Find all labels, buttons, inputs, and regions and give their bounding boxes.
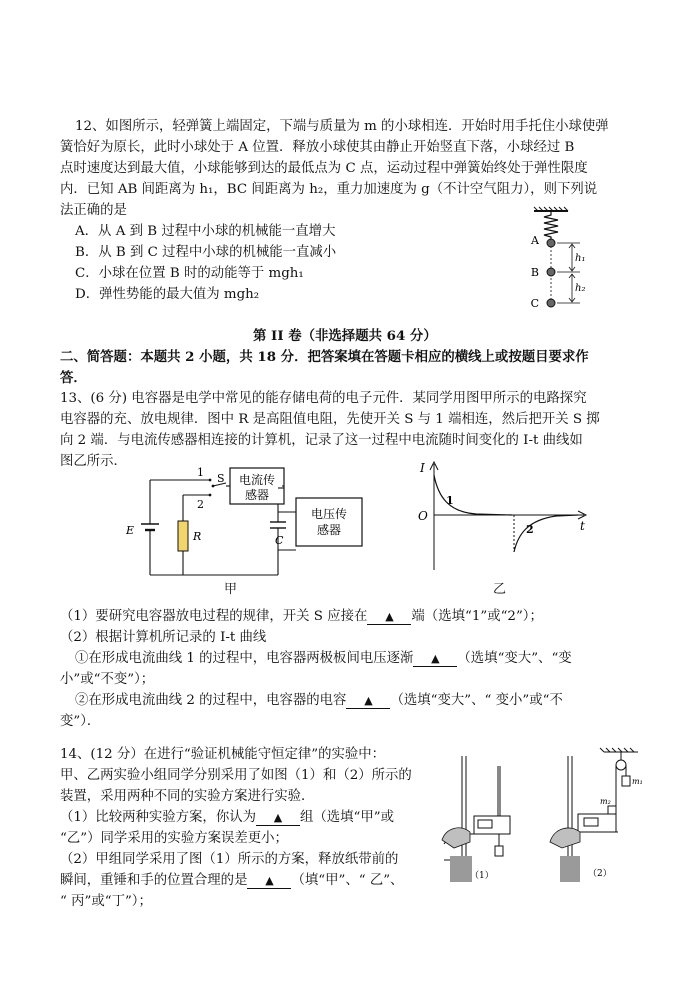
switch-pivot bbox=[212, 485, 215, 488]
fig2-m1-label: m₁ bbox=[632, 777, 643, 786]
switch-label: S bbox=[217, 472, 225, 485]
q13-blank-3[interactable]: ▲ bbox=[346, 694, 390, 709]
terminal-2-label: 2 bbox=[197, 498, 204, 511]
ball-a bbox=[547, 239, 555, 247]
apparatus-figure-1 bbox=[440, 752, 535, 882]
q13-line-4: 图乙所示． bbox=[60, 454, 127, 469]
q12-option-c: C．小球在位置 B 时的动能等于 mgh₁ bbox=[75, 266, 304, 281]
current-sensor-text-1: 电流传 bbox=[238, 473, 276, 487]
q14-blank-2[interactable]: ▲ bbox=[247, 874, 291, 889]
q14-line-2: 甲、乙两实验小组同学分别采用了如图（1）和（2）所示的 bbox=[60, 768, 412, 783]
ball-c bbox=[547, 299, 555, 307]
q12-line-5: 法正确的是 bbox=[60, 203, 127, 218]
resistor-label: R bbox=[193, 530, 202, 543]
q13-sub-2: （2）根据计算机所记录的 I-t 曲线 bbox=[60, 630, 267, 645]
q13-sub-2-1-cont: 小”或“不变”）； bbox=[60, 672, 155, 687]
q13-line-3: 向 2 端．与电流传感器相连接的计算机，记录了这一过程中电流随时间变化的 I-t 曲线如 bbox=[60, 433, 583, 448]
q12-option-d: D．弹性势能的最大值为 mgh₂ bbox=[75, 287, 260, 302]
section-header-line-1: 二、简答题：本题共 2 小题，共 18 分．把答案填在答题卡相应的横线上或按题目要求作 bbox=[60, 349, 589, 365]
terminal-1-label: 1 bbox=[197, 466, 204, 479]
q13-sub-2-1: ①在形成电流曲线 1 的过程中，电容器两极板间电压逐渐 ▲ （选填“变大”、“变 bbox=[75, 651, 572, 666]
q13-sub-1: （1）要研究电容器放电过程的规律，开关 S 应接在 ▲ 端（选填“1”或“2”）； bbox=[60, 609, 543, 624]
q14-line-1: 14、(12 分）在进行“验证机械能守恒定律”的实验中： bbox=[60, 747, 386, 762]
fig2-m2-label: m₂ bbox=[600, 797, 611, 806]
q13-sub-2-2-cont: 变”）． bbox=[60, 714, 101, 729]
curve-2-label: 2 bbox=[526, 523, 534, 536]
label-b: B bbox=[530, 266, 539, 279]
capacitor-label: C bbox=[275, 534, 284, 547]
q13-sub-2-2: ②在形成电流曲线 2 的过程中，电容器的电容 ▲ （选填“变大”、“ 变小”或“不 bbox=[75, 693, 563, 708]
terminal-1 bbox=[209, 479, 212, 482]
voltage-sensor-text-2: 感器 bbox=[316, 523, 342, 537]
q14-blank-1[interactable]: ▲ bbox=[256, 811, 300, 826]
voltage-sensor-box bbox=[296, 498, 362, 546]
origin-label: O bbox=[418, 509, 428, 523]
ball-b bbox=[547, 268, 555, 276]
section-title: 第 II 卷（非选择题共 64 分） bbox=[253, 328, 437, 344]
fig1-caption: （1） bbox=[470, 871, 494, 881]
curve-1-label: 1 bbox=[446, 494, 454, 507]
graph-caption: 乙 bbox=[493, 582, 507, 597]
voltage-sensor-text-1: 电压传 bbox=[310, 507, 348, 521]
label-h2: h₂ bbox=[575, 283, 586, 294]
circuit-final bbox=[120, 462, 380, 602]
circuit-caption: 甲 bbox=[224, 582, 238, 597]
apparatus-figure-2 bbox=[548, 748, 658, 882]
q13-blank-2[interactable]: ▲ bbox=[413, 652, 457, 667]
q14-sub-2-end: “ 丙”或“丁”）； bbox=[60, 894, 152, 909]
q14-sub-2-cont: 瞬间，重锤和手的位置合理的是 ▲ （填“甲”、“ 乙”、 bbox=[60, 873, 404, 888]
q12-option-a: A．从 A 到 B 过程中小球的机械能一直增大 bbox=[75, 224, 336, 239]
q12-line-4: 内．已知 AB 间距离为 h₁，BC 间距离为 h₂，重力加速度为 g（不计空气阻力），则下列说 bbox=[60, 182, 598, 197]
q13-blank-1[interactable]: ▲ bbox=[367, 610, 411, 625]
label-h1: h₁ bbox=[575, 253, 586, 264]
it-graph bbox=[396, 458, 596, 574]
current-sensor-text-2: 感器 bbox=[244, 488, 270, 502]
terminal-2 bbox=[209, 494, 212, 497]
spring bbox=[544, 211, 558, 242]
q14-sub-2: （2）甲组同学采用了图（1）所示的方案，释放纸带前的 bbox=[60, 852, 399, 867]
q14-sub-1: （1）比较两种实验方案，你认为 ▲ 组（选填“甲”或 bbox=[60, 810, 395, 825]
label-c: C bbox=[530, 297, 539, 310]
q12-line-1: 12、如图所示，轻弹簧上端固定，下端与质量为 m 的小球相连．开始时用手托住小球使弹 bbox=[75, 119, 609, 134]
q14-line-3: 装置，采用两种不同的实验方案进行实验． bbox=[60, 789, 315, 804]
q13-line-1: 13、(6 分) 电容器是电学中常见的能存储电荷的电子元件．某同学用图甲所示的电路探究 bbox=[60, 391, 587, 406]
label-a: A bbox=[531, 234, 539, 247]
q12-line-2: 簧恰好为原长，此时小球处于 A 位置．释放小球使其由静止开始竖直下落，小球经过 B bbox=[60, 140, 575, 155]
axis-i-label: I bbox=[420, 461, 425, 475]
q14-sub-1-cont: “乙”）同学采用的实验方案误差更小； bbox=[60, 831, 288, 846]
q12-option-b: B．从 B 到 C 过程中小球的机械能一直减小 bbox=[75, 245, 337, 260]
curve-2 bbox=[514, 515, 578, 552]
spring-ball-figure bbox=[530, 206, 600, 312]
fig2-caption: （2） bbox=[588, 869, 612, 879]
q13-line-2: 电容器的充、放电规律．图中 R 是高阻值电阻，先使开关 S 与 1 端相连，然后把开关 S 掷 bbox=[60, 412, 600, 427]
axis-t-label: t bbox=[580, 519, 585, 533]
battery-label: E bbox=[126, 524, 135, 537]
resistor bbox=[178, 521, 188, 551]
section-header-line-2: 答． bbox=[60, 370, 87, 386]
q12-line-3: 点时速度达到最大值，小球能够到达的最低点为 C 点，运动过程中弹簧始终处于弹性限度 bbox=[60, 161, 588, 176]
